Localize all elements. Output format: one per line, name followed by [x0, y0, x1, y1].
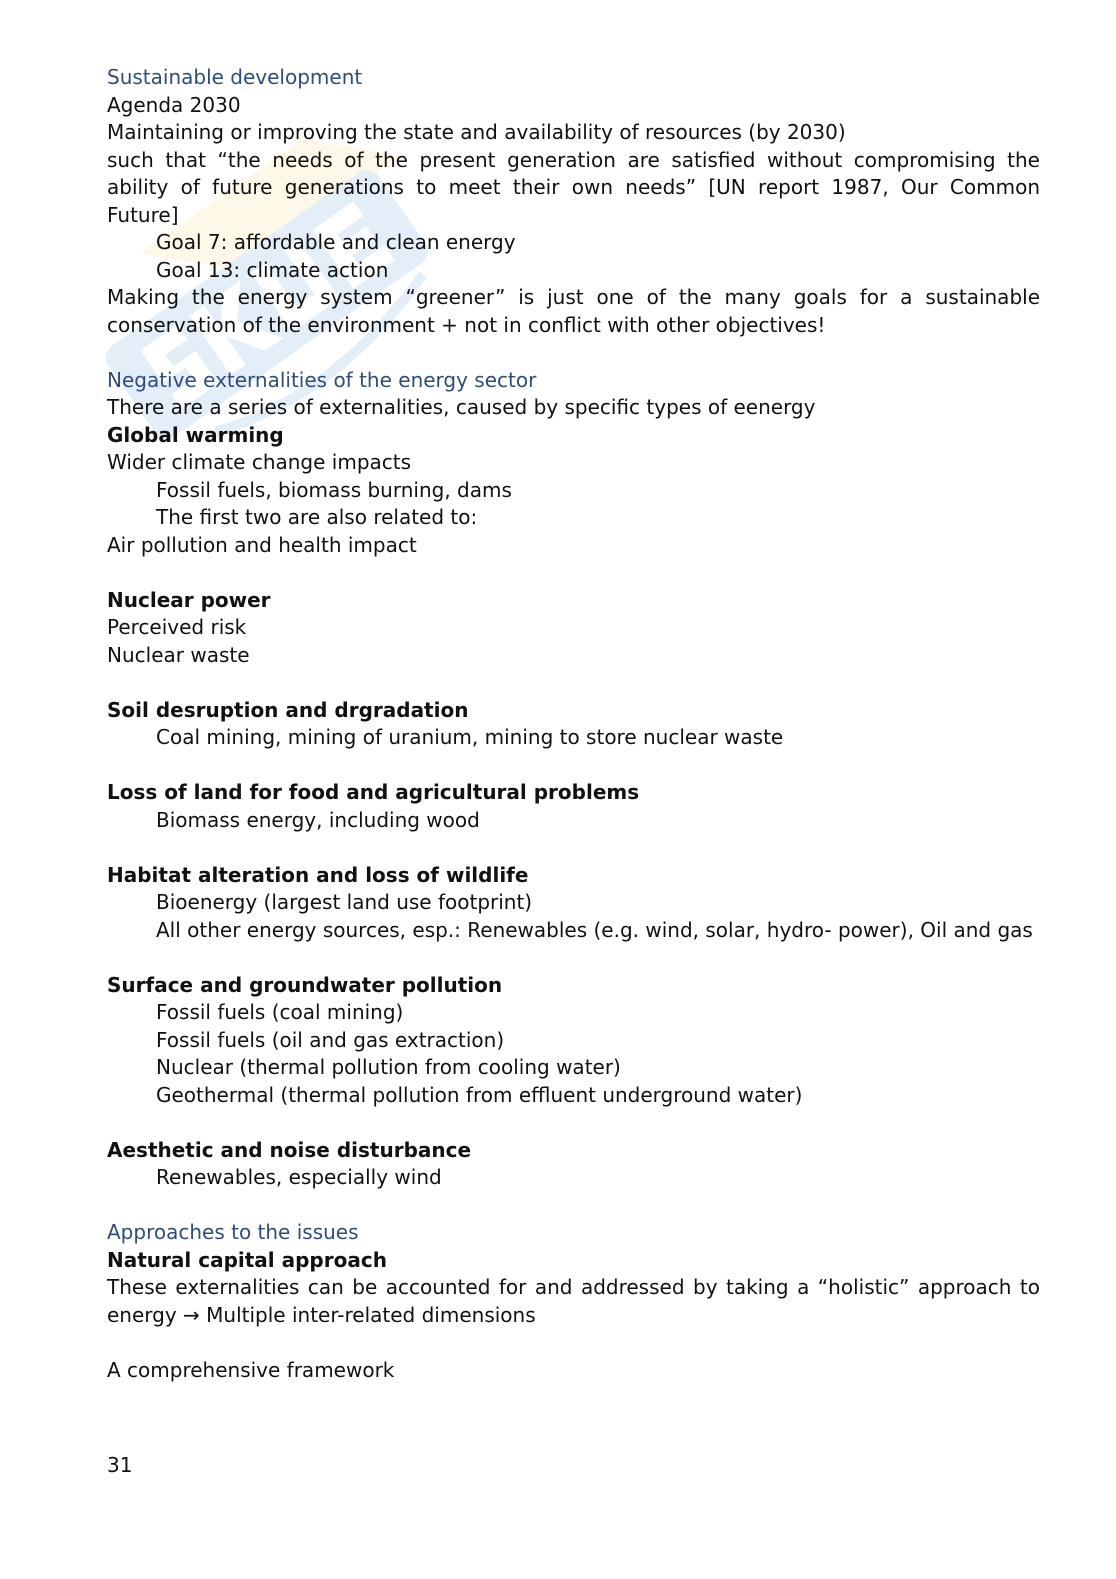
subheading-global-warming: Global warming	[107, 422, 284, 447]
global-warming-line: Wider climate change impacts	[107, 450, 412, 474]
global-warming-item: The first two are also related to:	[156, 505, 478, 529]
water-item: Geothermal (thermal pollution from effluent underground water)	[156, 1082, 803, 1107]
subheading-land-loss: Loss of land for food and agricultural problems	[107, 780, 640, 804]
agenda-line: Agenda 2030	[107, 92, 241, 117]
resources-line: Maintaining or improving the state and availability of resources (by 2030)	[107, 120, 846, 144]
nuclear-line: Nuclear waste	[107, 642, 250, 667]
subheading-natural-capital: Natural capital approach	[107, 1247, 387, 1272]
goal-13-item: Goal 13: climate action	[156, 257, 389, 282]
section-heading-approaches: Approaches to the issues	[107, 1220, 359, 1244]
global-warming-item: Fossil fuels, biomass burning, dams	[156, 477, 512, 502]
goal-7-item: Goal 7: affordable and clean energy	[156, 230, 516, 254]
approaches-paragraph: These externalities can be accounted for and addressed by taking a “holistic” approach to energy → Multiple inter-related dimensions	[107, 1275, 1040, 1327]
soil-item: Coal mining, mining of uranium, mining to store nuclear waste	[156, 725, 784, 749]
nuclear-line: Perceived risk	[107, 615, 247, 639]
section-heading-sustainable: Sustainable development	[107, 65, 363, 89]
water-item: Fossil fuels (coal mining)	[156, 1000, 404, 1024]
greener-paragraph: Making the energy system “greener” is just one of the many goals for a sustainable conservation of the environment + not in conflict with other objectives!	[107, 285, 1040, 337]
externalities-intro: There are a series of externalities, caused by specific types of eenergy	[107, 395, 816, 419]
document-page	[107, 64, 1040, 1384]
subheading-aesthetic: Aesthetic and noise disturbance	[107, 1137, 472, 1162]
sustainable-paragraph: such that “the needs of the present generation are satisfied without compromising the ability of future generations to meet their own needs” [UN report 1987, Our Common Future]	[107, 147, 1040, 227]
water-item: Fossil fuels (oil and gas extraction)	[156, 1027, 505, 1052]
section-heading-externalities: Negative externalities of the energy sector	[107, 367, 537, 392]
habitat-item: All other energy sources, esp.: Renewables (e.g. wind, solar, hydro- power), Oil and gas	[156, 917, 1033, 942]
global-warming-line: Air pollution and health impact	[107, 532, 417, 557]
framework-line: A comprehensive framework	[107, 1357, 395, 1382]
subheading-water-pollution: Surface and groundwater pollution	[107, 972, 503, 997]
page-number: 31	[107, 1453, 133, 1477]
water-item: Nuclear (thermal pollution from cooling water)	[156, 1055, 621, 1079]
subheading-nuclear-power: Nuclear power	[107, 587, 271, 612]
subheading-soil: Soil desruption and drgradation	[107, 697, 469, 722]
habitat-item: Bioenergy (largest land use footprint)	[156, 890, 533, 914]
aesthetic-item: Renewables, especially wind	[156, 1165, 442, 1189]
land-item: Biomass energy, including wood	[156, 807, 480, 832]
subheading-habitat: Habitat alteration and loss of wildlife	[107, 862, 529, 887]
